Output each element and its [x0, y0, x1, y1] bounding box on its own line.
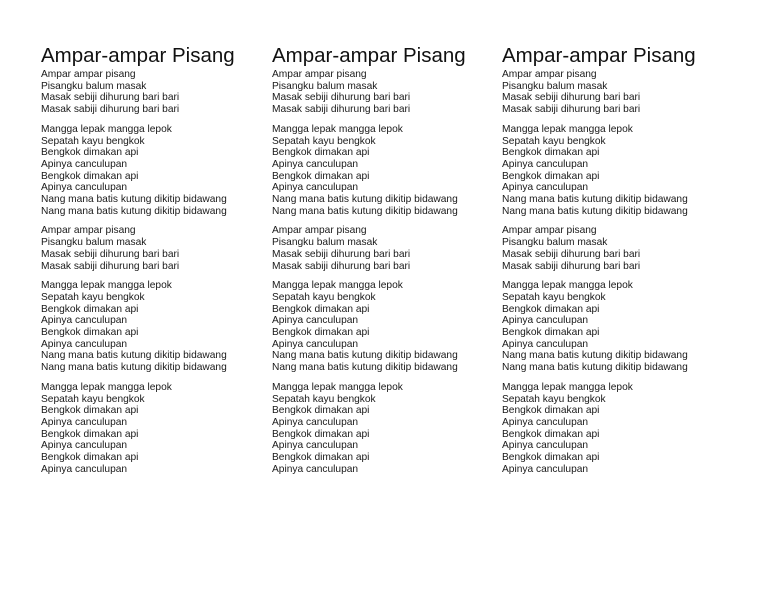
lyric-line: Nang mana batis kutung dikitip bidawang — [502, 194, 688, 206]
lyric-line: Pisangku balum masak — [272, 237, 378, 249]
lyric-line: Nang mana batis kutung dikitip bidawang — [502, 362, 688, 374]
lyric-line: Bengkok dimakan api — [41, 303, 139, 315]
lyric-line: Bengkok dimakan api — [272, 147, 370, 159]
song-column — [502, 43, 727, 484]
lyric-line: Apinya canculupan — [502, 416, 589, 428]
lyric-line: Masak sabiji dihurung bari bari — [502, 104, 641, 116]
lyric-line: Bengkok dimakan api — [41, 327, 139, 339]
lyric-line: Apinya canculupan — [41, 440, 128, 452]
lyric-line: Bengkok dimakan api — [502, 452, 600, 464]
lyric-line: Bengkok dimakan api — [502, 327, 600, 339]
lyric-line: Bengkok dimakan api — [272, 428, 370, 440]
lyric-line: Apinya canculupan — [41, 338, 128, 350]
lyric-line: Sepatah kayu bengkok — [41, 291, 145, 303]
lyric-line: Sepatah kayu bengkok — [502, 135, 606, 147]
lyric-line: Nang mana batis kutung dikitip bidawang — [41, 350, 227, 362]
lyric-stanza — [272, 382, 497, 476]
lyric-line: Pisangku balum masak — [502, 237, 608, 249]
lyric-line: Masak sabiji dihurung bari bari — [272, 260, 411, 272]
song-column — [272, 43, 497, 484]
lyric-line: Bengkok dimakan api — [502, 428, 600, 440]
lyric-line: Masak sebiji dihurung bari bari — [41, 248, 180, 260]
lyric-line: Mangga lepak mangga lepok — [272, 381, 403, 393]
lyric-stanza — [502, 124, 727, 218]
lyric-line: Pisangku balum masak — [272, 80, 378, 92]
lyric-line: Nang mana batis kutung dikitip bidawang — [502, 350, 688, 362]
lyric-line: Sepatah kayu bengkok — [502, 393, 606, 405]
lyric-stanza — [272, 225, 497, 272]
lyric-line: Mangga lepak mangga lepok — [502, 381, 633, 393]
lyric-line: Apinya canculupan — [41, 182, 128, 194]
lyric-line: Apinya canculupan — [41, 463, 128, 475]
lyric-line: Masak sabiji dihurung bari bari — [502, 260, 641, 272]
lyric-line: Bengkok dimakan api — [41, 170, 139, 182]
lyric-line: Bengkok dimakan api — [272, 303, 370, 315]
lyric-line: Apinya canculupan — [272, 338, 359, 350]
lyric-line: Sepatah kayu bengkok — [272, 135, 376, 147]
lyric-line: Apinya canculupan — [272, 158, 359, 170]
lyric-line: Nang mana batis kutung dikitip bidawang — [272, 205, 458, 217]
lyric-line: Sepatah kayu bengkok — [272, 291, 376, 303]
lyric-line: Ampar ampar pisang — [272, 225, 367, 237]
lyric-line: Nang mana batis kutung dikitip bidawang — [502, 205, 688, 217]
lyric-line: Pisangku balum masak — [502, 80, 608, 92]
lyric-line: Bengkok dimakan api — [41, 452, 139, 464]
lyric-line: Apinya canculupan — [502, 158, 589, 170]
lyric-line: Apinya canculupan — [272, 182, 359, 194]
lyric-line: Masak sebiji dihurung bari bari — [41, 92, 180, 104]
lyric-stanza — [502, 280, 727, 374]
lyric-line: Bengkok dimakan api — [41, 405, 139, 417]
lyric-line: Apinya canculupan — [272, 416, 359, 428]
lyric-stanza — [502, 69, 727, 116]
lyric-line: Sepatah kayu bengkok — [41, 135, 145, 147]
lyric-stanza — [502, 382, 727, 476]
lyric-line: Pisangku balum masak — [41, 237, 147, 249]
lyric-line: Apinya canculupan — [502, 338, 589, 350]
lyric-line: Bengkok dimakan api — [41, 428, 139, 440]
lyric-line: Apinya canculupan — [502, 182, 589, 194]
lyric-line: Bengkok dimakan api — [272, 327, 370, 339]
lyric-line: Apinya canculupan — [502, 315, 589, 327]
lyric-line: Apinya canculupan — [502, 440, 589, 452]
lyric-line: Mangga lepak mangga lepok — [272, 280, 403, 292]
lyric-line: Apinya canculupan — [41, 416, 128, 428]
lyric-stanza — [272, 69, 497, 116]
lyric-line: Ampar ampar pisang — [41, 225, 136, 237]
lyric-line: Mangga lepak mangga lepok — [41, 123, 172, 135]
lyric-line: Masak sabiji dihurung bari bari — [272, 104, 411, 116]
lyric-line: Apinya canculupan — [272, 463, 359, 475]
lyric-line: Apinya canculupan — [41, 315, 128, 327]
lyric-line: Nang mana batis kutung dikitip bidawang — [41, 194, 227, 206]
lyric-line: Bengkok dimakan api — [272, 405, 370, 417]
lyric-stanza — [41, 225, 266, 272]
lyric-line: Masak sebiji dihurung bari bari — [272, 92, 411, 104]
lyric-line: Sepatah kayu bengkok — [502, 291, 606, 303]
song-title: Ampar-ampar Pisang — [502, 44, 696, 67]
lyric-line: Bengkok dimakan api — [502, 170, 600, 182]
lyric-stanza — [502, 225, 727, 272]
lyric-line: Bengkok dimakan api — [502, 405, 600, 417]
lyric-line: Masak sebiji dihurung bari bari — [272, 248, 411, 260]
lyric-line: Nang mana batis kutung dikitip bidawang — [41, 362, 227, 374]
lyric-line: Bengkok dimakan api — [41, 147, 139, 159]
lyric-line: Pisangku balum masak — [41, 80, 147, 92]
lyric-line: Ampar ampar pisang — [272, 69, 367, 80]
lyric-line: Masak sabiji dihurung bari bari — [41, 104, 180, 116]
lyric-stanza — [272, 280, 497, 374]
lyric-line: Nang mana batis kutung dikitip bidawang — [272, 362, 458, 374]
lyric-line: Sepatah kayu bengkok — [272, 393, 376, 405]
lyric-line: Apinya canculupan — [272, 315, 359, 327]
lyric-line: Bengkok dimakan api — [272, 170, 370, 182]
lyric-line: Nang mana batis kutung dikitip bidawang — [41, 205, 227, 217]
lyric-stanza — [272, 124, 497, 218]
lyric-line: Apinya canculupan — [272, 440, 359, 452]
lyric-line: Nang mana batis kutung dikitip bidawang — [272, 350, 458, 362]
lyric-line: Nang mana batis kutung dikitip bidawang — [272, 194, 458, 206]
lyric-line: Bengkok dimakan api — [502, 303, 600, 315]
song-title: Ampar-ampar Pisang — [272, 44, 466, 67]
lyric-line: Ampar ampar pisang — [41, 69, 136, 80]
lyric-line: Bengkok dimakan api — [502, 147, 600, 159]
lyric-stanza — [41, 124, 266, 218]
lyric-line: Mangga lepak mangga lepok — [272, 123, 403, 135]
lyric-line: Mangga lepak mangga lepok — [41, 381, 172, 393]
lyric-stanza — [41, 382, 266, 476]
lyric-line: Sepatah kayu bengkok — [41, 393, 145, 405]
lyric-line: Masak sebiji dihurung bari bari — [502, 248, 641, 260]
song-column — [41, 43, 266, 484]
lyric-line: Masak sebiji dihurung bari bari — [502, 92, 641, 104]
lyric-stanza — [41, 280, 266, 374]
lyric-line: Apinya canculupan — [502, 463, 589, 475]
lyric-stanza — [41, 69, 266, 116]
lyric-line: Mangga lepak mangga lepok — [502, 280, 633, 292]
song-title: Ampar-ampar Pisang — [41, 44, 235, 67]
lyric-line: Ampar ampar pisang — [502, 225, 597, 237]
lyric-line: Mangga lepak mangga lepok — [502, 123, 633, 135]
lyric-line: Ampar ampar pisang — [502, 69, 597, 80]
lyric-line: Bengkok dimakan api — [272, 452, 370, 464]
lyric-line: Mangga lepak mangga lepok — [41, 280, 172, 292]
lyric-line: Masak sabiji dihurung bari bari — [41, 260, 180, 272]
lyric-line: Apinya canculupan — [41, 158, 128, 170]
